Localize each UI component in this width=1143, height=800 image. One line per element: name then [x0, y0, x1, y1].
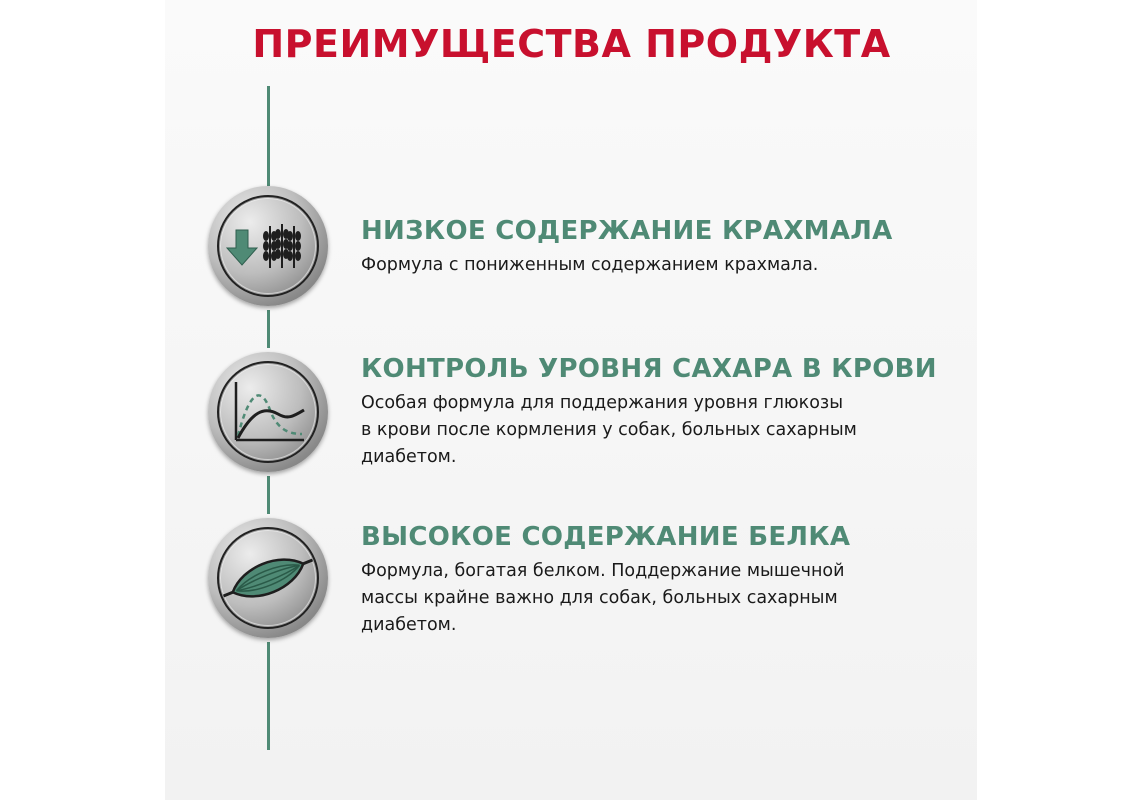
low-starch-wheat-icon — [208, 186, 328, 306]
page-title: ПРЕИМУЩЕСТВА ПРОДУКТА — [252, 22, 891, 66]
timeline-line-top — [267, 86, 270, 186]
feature-text: Формула с пониженным содержанием крахмала. — [361, 255, 819, 275]
timeline-line-1 — [267, 310, 270, 348]
feature-heading: ВЫСОКОЕ СОДЕРЖАНИЕ БЕЛКА — [361, 522, 851, 552]
timeline-line-bottom — [267, 642, 270, 750]
feature-heading: НИЗКОЕ СОДЕРЖАНИЕ КРАХМАЛА — [361, 216, 893, 246]
feature-heading: КОНТРОЛЬ УРОВНЯ САХАРА В КРОВИ — [361, 354, 937, 384]
feature-blood-sugar — [361, 354, 951, 471]
muscle-fiber-icon — [208, 518, 328, 638]
feature-text: Особая формула для поддержания уровня глюкозы в крови после кормления у собак, больных сахарным диабетом. — [361, 393, 857, 467]
feature-text: Формула, богатая белком. Поддержание мышечной массы крайне важно для собак, больных сахарным диабетом. — [361, 561, 845, 635]
blood-sugar-curve-icon — [208, 352, 328, 472]
feature-low-starch — [361, 216, 951, 279]
feature-high-protein — [361, 522, 951, 639]
timeline-line-2 — [267, 476, 270, 514]
